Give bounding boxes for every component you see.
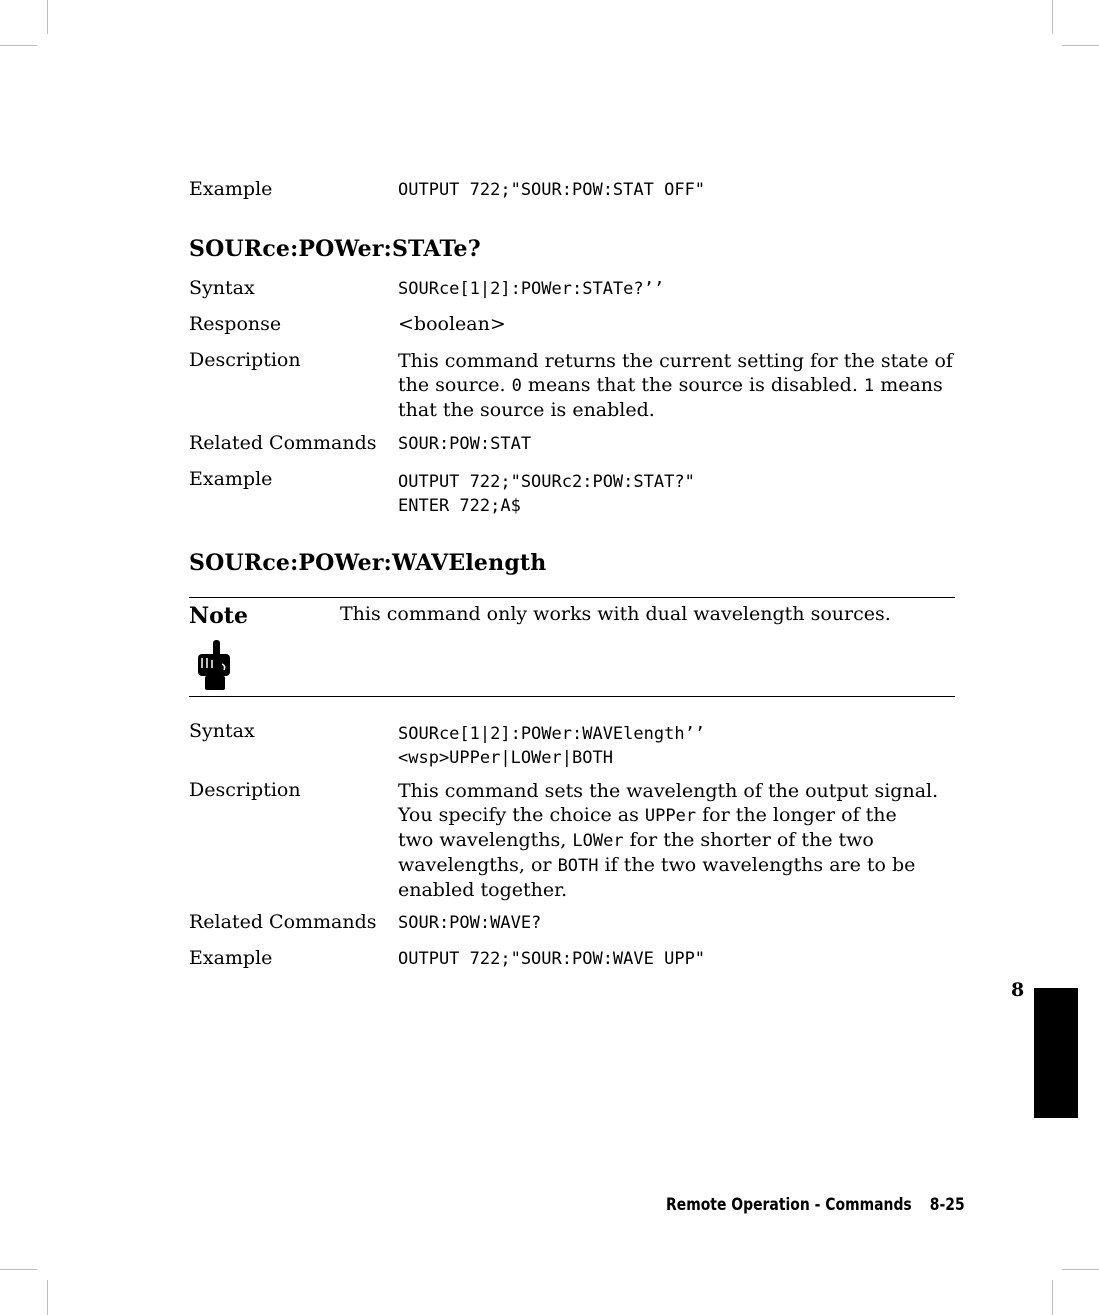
code-run: UPPer [644,806,697,826]
chapter-tab-number: 8 [1011,979,1025,1001]
description-line [398,373,953,398]
syntax-line: <wsp>UPPer|LOWer|BOTH [398,748,613,768]
code-run: LOWer [572,831,624,851]
code-run: 0 [511,376,522,396]
example-label: Example [189,178,273,200]
crop-mark [1062,1269,1099,1270]
example-line: OUTPUT 722;"SOURc2:POW:STAT?" [398,472,695,492]
description-text [398,349,953,422]
description-line [398,853,938,878]
example-code: OUTPUT 722;"SOUR:POW:STAT OFF" [398,180,706,200]
crop-mark [1052,0,1053,34]
text-run: the source. [398,374,512,396]
text-run: means that the source is disabled. [521,374,864,396]
example-code [398,470,695,518]
crop-mark [1052,1280,1053,1315]
description-line [398,828,938,853]
description-label: Description [189,349,301,371]
code-run: BOTH [557,856,599,876]
text-run: wavelengths, or [398,854,558,876]
text-run: two wavelengths, [398,829,573,851]
related-commands-label: Related Commands [189,911,377,933]
description-text [398,779,938,902]
syntax-code [398,722,705,770]
text-run: You specify the choice as [398,804,645,826]
description-line: This command returns the current setting for the state of [398,350,953,372]
syntax-label: Syntax [189,277,255,299]
note-text: This command only works with dual wavelength sources. [340,603,891,625]
syntax-label: Syntax [189,720,255,742]
note-label: Note [189,603,248,629]
crop-mark [47,0,48,34]
related-commands-code: SOUR:POW:WAVE? [398,913,542,933]
description-line: This command sets the wavelength of the output signal. [398,780,939,802]
text-run: for the shorter of the two [623,829,874,851]
related-commands-code: SOUR:POW:STAT [398,434,532,454]
code-run: 1 [863,376,875,396]
text-run: for the longer of the [696,804,897,826]
section-heading: SOURce:POWer:STATe? [189,236,481,262]
syntax-code: SOURce[1|2]:POWer:STATe?’’ [398,279,665,299]
response-value: <boolean> [398,313,506,335]
syntax-line: SOURce[1|2]:POWer:WAVElength’’ [398,724,706,744]
page-footer [666,1195,965,1215]
description-line: enabled together. [398,879,568,901]
example-label: Example [189,468,273,490]
crop-mark [47,1280,48,1315]
example-label: Example [189,947,273,969]
crop-mark [1062,45,1099,46]
example-code: OUTPUT 722;"SOUR:POW:WAVE UPP" [398,949,706,969]
response-label: Response [189,313,282,335]
note-bottom-rule [189,696,955,697]
page-number: 8-25 [929,1195,965,1215]
chapter-tab-marker [1034,988,1078,1118]
note-top-rule [189,597,955,598]
crop-mark [0,1269,37,1270]
description-line: that the source is enabled. [398,399,655,421]
text-run: if the two wavelengths are to be [598,854,916,876]
footer-title: Remote Operation - Commands [666,1195,912,1215]
pointing-hand-icon [196,638,232,692]
example-line: ENTER 722;A$ [398,496,521,516]
section-heading: SOURce:POWer:WAVElength [189,550,547,576]
related-commands-label: Related Commands [189,432,377,454]
description-line [398,803,938,828]
crop-mark [0,45,37,46]
text-run: means [874,374,943,396]
description-label: Description [189,779,301,801]
